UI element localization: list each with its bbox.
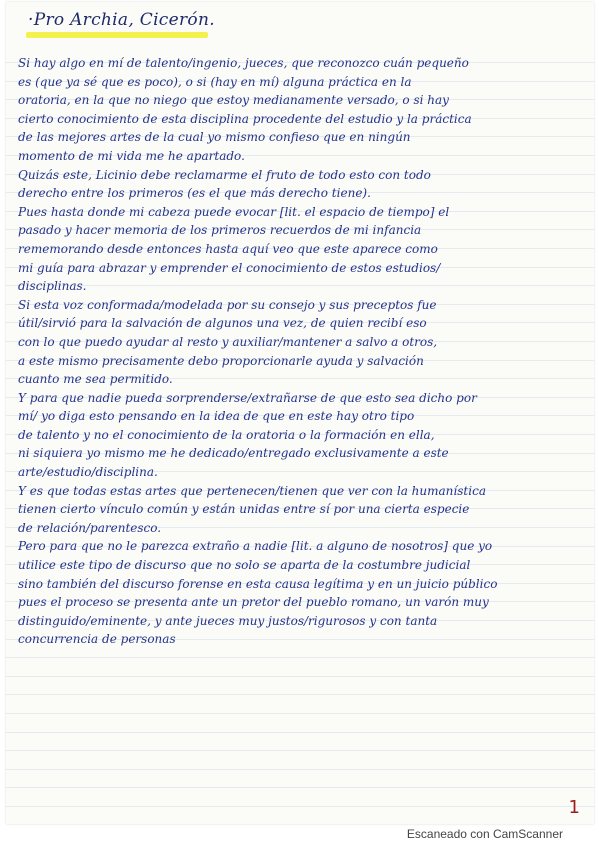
- text-line: tienen cierto vínculo común y están unidas entre sí por una cierta especie: [18, 502, 470, 517]
- text-line: disciplinas.: [18, 279, 87, 294]
- text-line: cuanto me sea permitido.: [18, 372, 173, 387]
- page-title: ·Pro Archia, Cicerón.: [28, 10, 215, 30]
- text-line: Si hay algo en mí de talento/ingenio, jueces, que reconozco cuán pequeño: [18, 56, 469, 70]
- text-line: Quizás este, Licinio debe reclamarme el fruto de todo esto con todo: [18, 167, 431, 182]
- text-line: de talento y no el conocimiento de la oratoria o la formación en ella,: [18, 427, 435, 442]
- text-line: cierto conocimiento de esta disciplina procedente del estudio y la práctica: [18, 111, 472, 126]
- text-line: de relación/parentesco.: [18, 520, 162, 535]
- text-line: útil/sirvió para la salvación de algunos una vez, de quien recibí eso: [18, 316, 427, 331]
- rule-line: [6, 769, 594, 770]
- rule-line: [6, 676, 594, 677]
- text-line: de las mejores artes de la cual yo mismo confieso que en ningún: [18, 130, 411, 145]
- text-line: mí/ yo diga esto pensando en la idea de que en este hay otro tipo: [18, 409, 415, 424]
- rule-line: [6, 732, 594, 733]
- scanner-watermark: Escaneado con CamScanner: [406, 827, 563, 841]
- text-line: mi guía para abrazar y emprender el conocimiento de estos estudios/: [18, 260, 441, 275]
- text-line: oratoria, en la que no niego que estoy medianamente versado, o si hay: [18, 93, 449, 108]
- rule-line: [6, 657, 594, 658]
- text-line: es (que ya sé que es poco), o si (hay en mí) alguna práctica en la: [18, 74, 412, 89]
- text-line: Y es que todas estas artes que pertenecen/tienen que ver con la humanística: [18, 483, 486, 498]
- text-line: utilice este tipo de discurso que no solo se aparta de la costumbre judicial: [18, 558, 471, 573]
- rule-line: [6, 750, 594, 751]
- text-line: pasado y hacer memoria de los primeros recuerdos de mi infancia: [18, 223, 422, 238]
- rule-line: [6, 787, 594, 788]
- text-line: arte/estudio/disciplina.: [18, 465, 158, 480]
- page-number: 1: [568, 797, 580, 818]
- text-line: rememorando desde entonces hasta aquí veo que este aparece como: [18, 241, 438, 256]
- text-line: Si esta voz conformada/modelada por su consejo y sus preceptos fue: [18, 297, 437, 312]
- text-line: distinguido/eminente, y ante jueces muy justos/rigurosos y con tanta: [18, 613, 438, 628]
- notebook-page: [6, 2, 594, 824]
- text-line: pues el proceso se presenta ante un pretor del pueblo romano, un varón muy: [18, 595, 489, 610]
- text-line: ni siquiera yo mismo me he dedicado/entregado exclusivamente a este: [18, 446, 449, 461]
- handwritten-text: [18, 54, 588, 649]
- rule-line: [6, 713, 594, 714]
- text-line: momento de mi vida me he apartado.: [18, 148, 245, 163]
- text-line: sino también del discurso forense en esta causa legítima y en un juicio público: [18, 576, 498, 591]
- text-line: concurrencia de personas: [18, 632, 176, 647]
- rule-line: [6, 694, 594, 695]
- rule-line: [6, 806, 594, 807]
- text-line: con lo que puedo ayudar al resto y auxiliar/mantener a salvo a otros,: [18, 334, 438, 349]
- text-line: Y para que nadie pueda sorprenderse/extrañarse de que esto sea dicho por: [18, 390, 477, 405]
- text-line: Pero para que no le parezca extraño a nadie [lit. a alguno de nosotros] que yo: [18, 539, 493, 554]
- text-line: a este mismo precisamente debo proporcionarle ayuda y salvación: [18, 353, 424, 368]
- text-line: Pues hasta donde mi cabeza puede evocar [lit. el espacio de tiempo] el: [18, 204, 450, 219]
- text-line: derecho entre los primeros (es el que más derecho tiene).: [18, 186, 371, 201]
